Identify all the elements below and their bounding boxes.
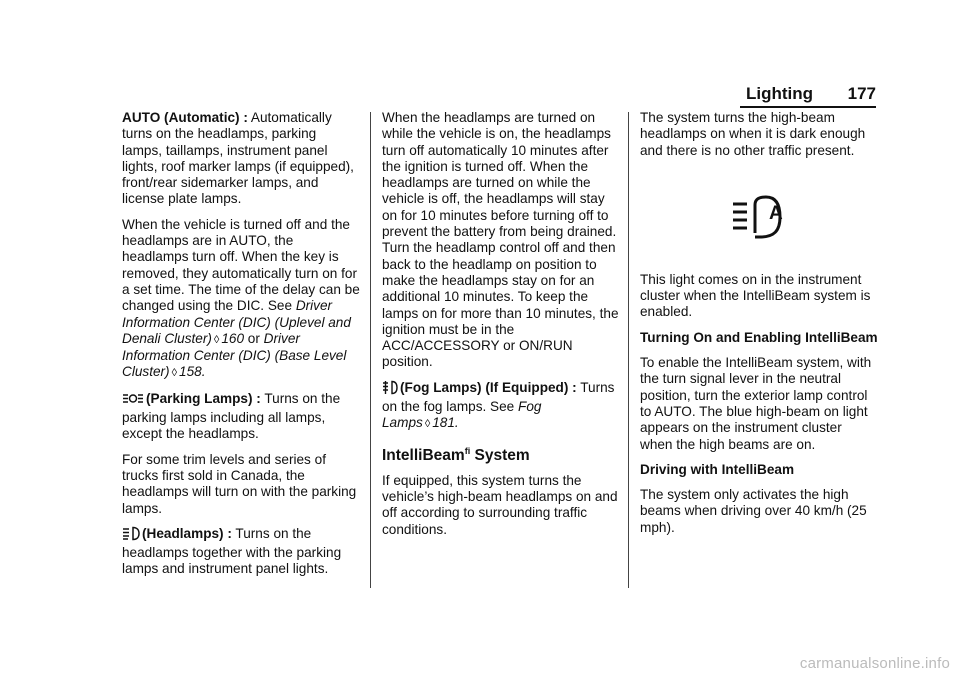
intellibeam-intro: If equipped, this system turns the vehicle’s high-beam headlamps on and off according to surrounding traffic conditions. <box>382 472 618 537</box>
light-paragraph: This light comes on in the instrument cluster when the IntelliBeam system is enabled. <box>640 271 871 320</box>
column-1 <box>122 110 360 587</box>
driving-heading: Driving with IntelliBeam <box>640 461 795 477</box>
headlamps-icon <box>122 526 140 545</box>
fog-lamps-link[interactable]: Fog Lamps <box>382 399 542 431</box>
dic-uplevel-page-link[interactable]: 160 <box>221 330 245 346</box>
auto-paragraph <box>122 110 360 208</box>
page-number: 177 <box>847 84 876 103</box>
delay-paragraph: When the vehicle is turned off and the headlamps are in AUTO, the headlamps turn off. When the key is removed, they automatically turn on for a set time. The time of the delay can be changed using the DIC. See Driver Information Center (DIC) (Uplevel and Denali Cluster) ◊ 160 or Driver Information Center (DIC) (Base Level Cluster) ◊ 158. <box>122 216 360 380</box>
page-ref-arrow: ◊ <box>424 418 431 431</box>
fog-paragraph <box>382 380 620 433</box>
column-divider <box>628 112 629 588</box>
fog-lamps-page-link[interactable]: 181. <box>432 415 459 431</box>
headlamps-body: Turns on the headlamps together with the parking lamps and instrument panel lights. <box>122 525 342 577</box>
column-divider <box>370 112 371 588</box>
dic-uplevel-link[interactable]: Driver Information Center (DIC) (Uplevel and Denali Cluster) <box>122 298 351 346</box>
parking-paragraph <box>122 391 360 443</box>
intellibeam-telltale <box>640 168 878 266</box>
enable-paragraph: To enable the IntelliBeam system, with the turn signal lever in the neutral position, turn the exterior lamp control to AUTO. The blue high-beam on light appears on the instrument cluster when the high beams are on. <box>640 355 872 452</box>
auto-off-paragraph: When the headlamps are turned on while the vehicle is on, the headlamps turn off automatically 10 minutes after the ignition is turned off. When the headlamps are turned on while the vehicle is off, the headlamps will stay on for 10 minutes before turning off to prevent the battery from being drained. Turn the headlamp control off and then back to the headlamp on position to make the headlamps stay on for an additional 10 minutes. To keep the lamps on for more than 10 minutes, the ignition must be in the ACC/ACCESSORY or ON/RUN position. <box>382 110 619 370</box>
fog-body: Turns on the fog lamps. See <box>382 379 615 415</box>
fog-label: (Fog Lamps) (If Equipped) : <box>400 379 577 395</box>
parking-lamps-icon <box>122 391 144 410</box>
auto-body: Automatically turns on the headlamps, parking lamps, taillamps, instrument panel lights, roof marker lamps (if equipped), front/rear sidemarker lamps, and license plate lamps. <box>122 110 354 207</box>
parking-label: (Parking Lamps) : <box>146 390 261 406</box>
page-ref-arrow: ◊ <box>171 367 178 380</box>
watermark: carmanualsonline.info <box>799 655 950 672</box>
parking-body: Turns on the parking lamps including all lamps, except the headlamps. <box>122 390 341 442</box>
fog-lamps-icon <box>382 380 398 399</box>
headlamps-label: (Headlamps) : <box>142 525 232 541</box>
dic-base-page-link[interactable]: 158. <box>179 364 206 380</box>
dic-base-link[interactable]: Driver Information Center (DIC) (Base Level Cluster) <box>122 330 347 380</box>
enabling-heading: Turning On and Enabling IntelliBeam <box>640 329 878 345</box>
auto-label: AUTO (Automatic) : <box>122 110 248 125</box>
column-2 <box>382 110 620 547</box>
activation-paragraph: The system only activates the high beams when driving over 40 km/h (25 mph). <box>640 487 867 535</box>
intellibeam-icon-letter: A <box>769 202 783 224</box>
section-title: Lighting <box>746 84 814 103</box>
header-rule <box>740 106 876 108</box>
page-header <box>740 84 876 108</box>
system-paragraph: The system turns the high-beam headlamps on when it is dark enough and there is no other traffic present. <box>640 110 866 158</box>
column-3 <box>640 110 878 545</box>
intellibeam-icon <box>729 195 789 239</box>
page-ref-arrow: ◊ <box>213 333 220 346</box>
headlamps-paragraph <box>122 526 360 578</box>
canada-paragraph: For some trim levels and series of trucks first sold in Canada, the headlamps will turn on with the parking lamps. <box>122 451 357 516</box>
intellibeam-heading: IntelliBeam$^{fi}$ System <box>382 445 530 464</box>
